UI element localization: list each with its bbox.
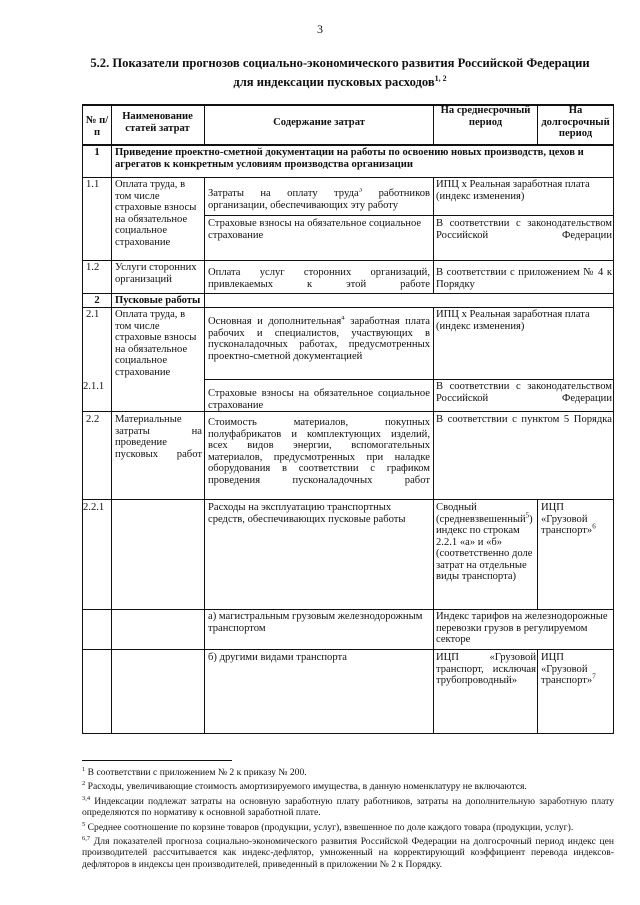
page-number: 3 xyxy=(317,22,323,36)
row-2-2-name: Материальные затраты на проведение пусковых работ xyxy=(115,414,202,460)
footnote-separator xyxy=(82,760,232,761)
footnote-2: $^2$ Расходы, увеличивающие стоимость амортизируемого имущества, в данную номенклатуру не включаются. xyxy=(82,780,527,793)
row-2-2-1-mid: Сводный (средневзвешенный$^5$) индекс по строкам 2.2.1 «а» и «б» (соответственно доле затрат на отдельные виды транспорта) xyxy=(436,502,533,582)
footnote-3-4: $^{3,4}$ Индексации подлежат затраты на основную заработную плату работников, затраты на дополнительную заработную плату определяются по нормативу к основной заработной плате. xyxy=(82,794,614,819)
section-1-title: Приведение проектно-сметной документации на работы по освоению новых производств, цехов и агрегатов к конкретным условиям производства организации xyxy=(115,147,584,170)
row-a-content: а) магистральным грузовым железнодорожным транспортом xyxy=(208,611,423,634)
row-1-2-number: 1.2 xyxy=(86,262,100,273)
header-name: Наименование статей затрат xyxy=(122,111,193,134)
header-mid: На среднесрочный период xyxy=(440,105,531,128)
row-2-2-1-long: ИЦП «Грузовой транспорт»$^6$ xyxy=(541,502,596,536)
row-2-1-1-number: 2.1.1 xyxy=(83,381,105,392)
footnote-6-7: $^{6,7}$ Для показателей прогноза социально-экономического развития Российской Федерации на долгосрочный период индекс цен производителей рассчитывается как индекс-дефлятор, умноженный на корректирующий коэффициент перевода индексов-дефляторов в индексы цен производителей, приведенный в приложении № 2 к Порядку. xyxy=(82,834,614,870)
row-1-2-mid: В соответствии с приложением № 4 к Порядку xyxy=(436,267,612,290)
row-2-2-number: 2.2 xyxy=(86,414,100,425)
row-b-long: ИЦП «Грузовой транспорт»$^7$ xyxy=(541,652,596,686)
row-1-2-content: Оплата услуг сторонних организаций, привлекаемых к этой работе xyxy=(208,267,430,290)
row-2-1-name: Оплата труда, в том числе страховые взносы на обязательное социальное страхование xyxy=(115,309,197,378)
footnotes xyxy=(82,760,614,873)
row-1-1-content-insurance: Страховые взносы на обязательное социальное страхование xyxy=(208,218,422,241)
row-2-2-mid: В соответствии с пунктом 5 Порядка xyxy=(436,414,612,425)
row-1-1-number: 1.1 xyxy=(86,179,100,190)
row-2-1-1-content: Страховые взносы на обязательное социальное страхование xyxy=(208,388,430,411)
row-2-2-1-number: 2.2.1 xyxy=(83,502,105,513)
section-title xyxy=(80,56,600,90)
row-2-1-number: 2.1 xyxy=(86,309,100,320)
header-long: На долгосрочный период xyxy=(541,105,610,139)
row-b-content: б) другими видами транспорта xyxy=(208,652,347,663)
row-1-1-mid-insurance: В соответствии с законодательством Российской Федерации xyxy=(436,218,612,241)
indicators-table xyxy=(82,104,614,734)
header-content: Содержание затрат xyxy=(273,117,365,128)
footnote-1: $^1$ В соответствии с приложением № 2 к приказу № 200. xyxy=(82,765,307,778)
title-line-2: для индексации пусковых расходов$^{1, 2}$ xyxy=(233,74,447,90)
section-1-number: 1 xyxy=(94,147,100,158)
row-2-1-mid-wages: ИПЦ x Реальная заработная плата (индекс изменения) xyxy=(436,309,590,332)
title-line-1: 5.2. Показатели прогнозов социально-экономического развития Российской Федерации xyxy=(90,56,590,70)
header-num: № п/п xyxy=(85,115,109,138)
row-2-2-content: Стоимость материалов, покупных полуфабрикатов и комплектующих изделий, всех видов энергии, вспомогательных материалов, предусмотренных при наладке оборудования в соответствии с графиком проведения пусконаладочных работ xyxy=(208,417,430,486)
footnote-5: $^5$ Среднее соотношение по корзине товаров (продукции, услуг), взвешенное по доле каждого товара (продукции, услуг). xyxy=(82,820,574,833)
row-2-1-content-wages: Основная и дополнительная$^4$ заработная плата рабочих и специалистов, участвующих в пусконаладочных работах, предусмотренных проектно-сметной документацией xyxy=(208,316,430,362)
row-a-mid: Индекс тарифов на железнодорожные перевозки грузов в регулируемом секторе xyxy=(436,611,608,645)
row-2-2-1-content: Расходы на эксплуатацию транспортных средств, обеспечивающих пусковые работы xyxy=(208,502,406,525)
row-1-1-mid-wages: ИПЦ x Реальная заработная плата (индекс изменения) xyxy=(436,179,590,202)
section-2-title: Пусковые работы xyxy=(115,295,201,306)
row-2-1-1-mid: В соответствии с законодательством Российской Федерации xyxy=(436,381,612,404)
row-b-mid: ИЦП «Грузовой транспорт, исключая трубопроводный» xyxy=(436,652,536,686)
row-1-1-content-wages: Затраты на оплату труда$^3$ работников организации, обеспечивающих эту работу xyxy=(208,188,430,211)
section-2-number: 2 xyxy=(94,295,100,306)
row-1-2-name: Услуги сторонних организаций xyxy=(115,262,197,285)
row-1-1-name: Оплата труда, в том числе страховые взносы на обязательное социальное страхование xyxy=(115,179,197,248)
